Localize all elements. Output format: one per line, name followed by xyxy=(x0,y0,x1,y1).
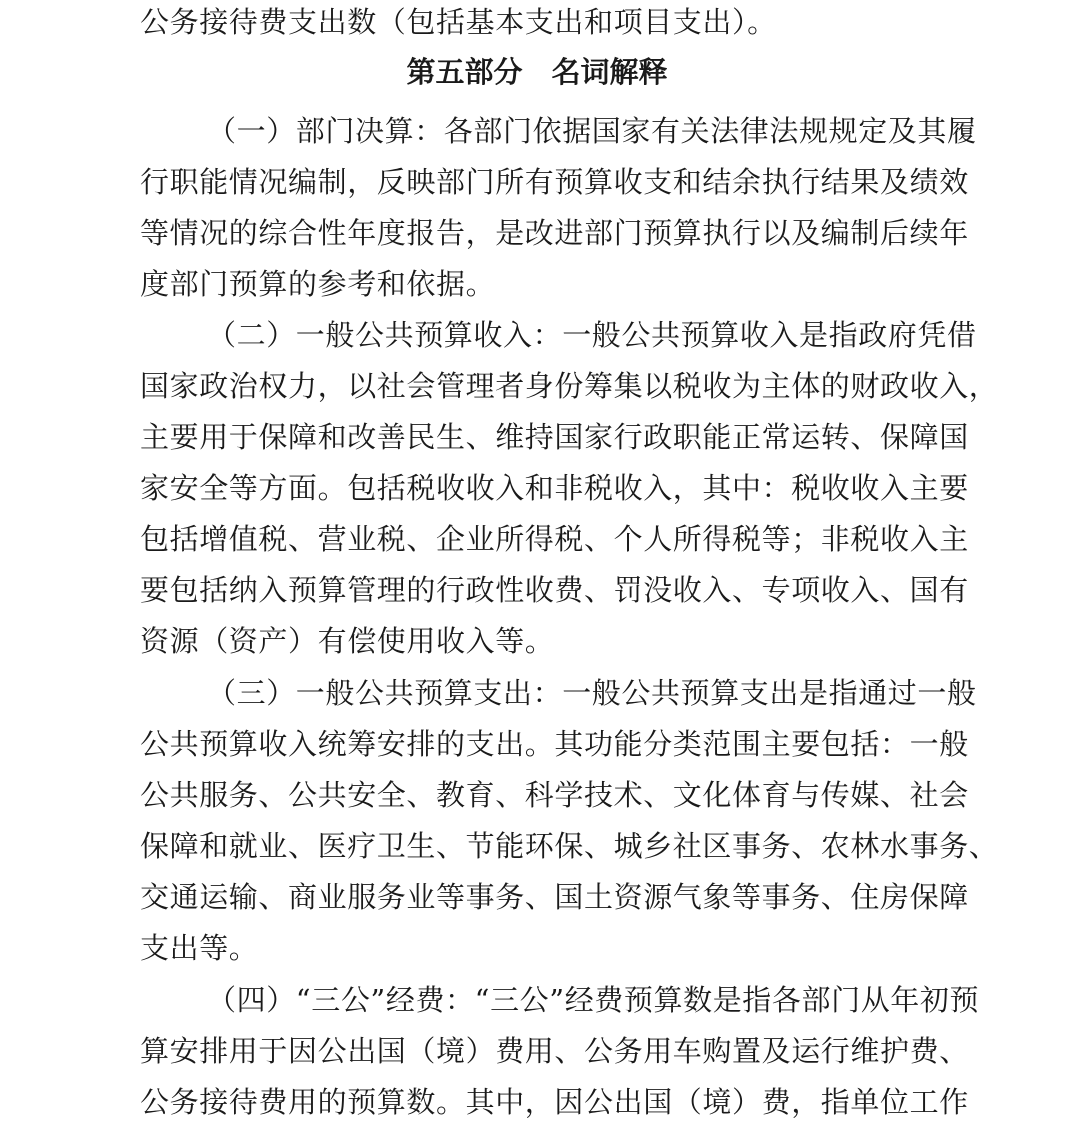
paragraph-2-line-3: 主要用于保障和改善民生、维持国家行政职能正常运转、保障国 xyxy=(140,420,969,454)
paragraph-3-line-3: 公共服务、公共安全、教育、科学技术、文化体育与传媒、社会 xyxy=(140,778,969,812)
paragraph-1-line-4: 度部门预算的参考和依据。 xyxy=(140,267,496,301)
paragraph-1-line-2: 行职能情况编制，反映部门所有预算收支和结余执行结果及绩效 xyxy=(140,165,969,199)
paragraph-4-line-2: 算安排用于因公出国（境）费用、公务用车购置及运行维护费、 xyxy=(140,1034,969,1068)
paragraph-4-line-1: （四）“三公”经费：“三公”经费预算数是指各部门从年初预 xyxy=(207,983,980,1017)
paragraph-2-line-6: 要包括纳入预算管理的行政性收费、罚没收入、专项收入、国有 xyxy=(140,573,969,607)
paragraph-3-line-2: 公共预算收入统筹安排的支出。其功能分类范围主要包括：一般 xyxy=(140,727,969,761)
paragraph-2-line-4: 家安全等方面。包括税收收入和非税收入，其中：税收收入主要 xyxy=(140,471,969,505)
paragraph-2-line-1: （二）一般公共预算收入：一般公共预算收入是指政府凭借 xyxy=(207,318,977,352)
paragraph-4-line-3: 公务接待费用的预算数。其中，因公出国（境）费，指单位工作 xyxy=(140,1085,969,1119)
paragraph-2-line-5: 包括增值税、营业税、企业所得税、个人所得税等；非税收入主 xyxy=(140,522,969,556)
paragraph-1-line-1: （一）部门决算：各部门依据国家有关法律法规规定及其履 xyxy=(207,114,977,148)
paragraph-2-line-2: 国家政治权力，以社会管理者身份筹集以税收为主体的财政收入， xyxy=(140,369,999,403)
paragraph-3-line-1: （三）一般公共预算支出：一般公共预算支出是指通过一般 xyxy=(207,676,977,710)
paragraph-1-line-3: 等情况的综合性年度报告，是改进部门预算执行以及编制后续年 xyxy=(140,216,969,250)
paragraph-2-line-7: 资源（资产）有偿使用收入等。 xyxy=(140,624,555,658)
paragraph-3-line-5: 交通运输、商业服务业等事务、国土资源气象等事务、住房保障 xyxy=(140,880,969,914)
paragraph-3-line-6: 支出等。 xyxy=(140,931,259,965)
paragraph-3-line-4: 保障和就业、医疗卫生、节能环保、城乡社区事务、农林水事务、 xyxy=(140,829,999,863)
intro-line: 公务接待费支出数（包括基本支出和项目支出）。 xyxy=(140,5,777,39)
section-title: 第五部分 名词解释 xyxy=(406,55,668,89)
